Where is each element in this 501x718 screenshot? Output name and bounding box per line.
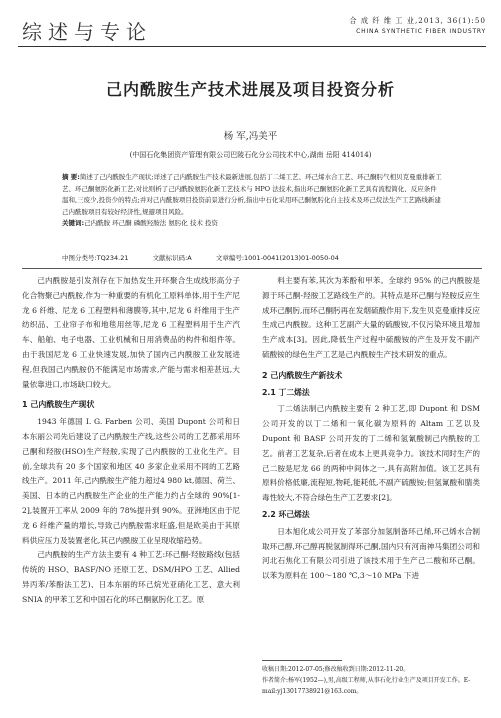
section-label: 综述与专论 (22, 20, 152, 44)
subsection-2-2-paragraph: 日本旭化成公司开发了苯部分加氢制备环己烯,环己烯水合制取环己醇,环己醇再脱氢制得环己酮,国内只有河南神马集团公司和河北石焦化工有限公司引进了该技术用于生产己二酸和环己酮。以苯为原料在 100～180 ℃,3～10 MPa 下进 (262, 526, 480, 581)
journal-header (18, 14, 486, 47)
abstract (62, 172, 442, 218)
right-column (262, 274, 480, 624)
section-1-paragraph-1: 1943 年德国 I. G. Farben 公司、美国 Dupont 公司和日本东丽公司先后建设了己内酰胺生产线,这些公司的工艺都采用环己酮和羟胺(HSO)生产羟胺,实现了己内酰胺的工业化生产。目前,全球共有 20 多个国家和地区 40 多家企业采用不同的工艺路线生产。2011 年,己内酰胺生产能力超过4 980 kt,德国、荷兰、美国、日本的己内酰胺生产企业的生产能力约占全球的 90%[1-2],装置开工率从 2009 年的 78%提升到 90%。亚洲地区由于尼龙 6 纤维产量的增长,导致己内酰胺需求旺盛,但是欧美由于其原料供应压力及装置老化,其己内酰胺工业呈现收缩趋势。 (22, 417, 240, 545)
abstract-label: 摘 要: (62, 173, 80, 181)
footnote-rule (262, 660, 342, 661)
subsection-2-1-paragraph: 丁二烯法制己内酰胺主要有 2 种工艺,即 Dupont 和 DSM 公司开发的以丁二烯和一氧化碳为原料的 Altam 工艺以及 Dupont 和 BASF 公司开发的丁二烯和氢氰酸制己内酰胺的工艺。前者工艺复杂,后者在成本上更具竞争力。该技术同时生产的己二胺是尼龙 66 的两种中间体之一,具有高附加值。该工艺具有原料价格低廉,流程短,物耗,能耗低,不副产硫酸铵;但氢氰酸和腈类毒性较大,不符合绿色生产工艺要求[2]。 (262, 404, 480, 503)
section-1-paragraph-2: 己内酰胺的生产方法主要有 4 种工艺:环己酮-羟胺路线(包括传统的 HSO、BASF/NO 还原工艺、DSM/HPO 工艺、Allied 异丙苯/苯酚法工艺)、日本东丽的环己烷光亚硝化工艺、意大利 SNIA 的甲苯工艺和中国石化的环己酮氨肟化工艺。原 (22, 550, 240, 604)
footnote (262, 664, 482, 697)
divider-rule (22, 268, 482, 269)
document-code: 文献标识码:A (152, 254, 192, 262)
received-date: 收稿日期:2012-07-05;修改稿收到日期:2012-11-20。 (262, 666, 410, 673)
article-title: 己内酰胺生产技术进展及项目投资分析 (105, 80, 395, 99)
authors: 杨 军,冯美平 (223, 131, 278, 142)
section-1-heading: 1 己内酰胺生产现状 (22, 400, 95, 410)
clc-number: 中图分类号:TQ234.21 (62, 254, 129, 262)
journal-citation: 合 成 纤 维 工 业,2013, 36(1):50 (349, 16, 486, 25)
classification-line (62, 253, 442, 262)
keywords-label: 关键词: (62, 219, 85, 227)
article-number: 文章编号:1001-0041(2013)01-0050-04 (215, 254, 339, 262)
abstract-text: 简述了己内酰胺生产现状;详述了己内酰胺生产技术最新进展,包括丁二烯工艺、环己烯水合工艺、环己酮肟气相贝克曼重排新工艺、环己酮氨肟化新工艺;对比则析了己内酰胺氨肟化新工艺技术与 HPO 法技术,指出环己酮氨肟化新工艺具有流程简化、反应条件温和,三废少,投资少的特点;并对己内酰胺项目投资前景进行分析,指出中石化采用环己酮氨肟化自主技术及环己烷法生产工艺路线新建己内酰胺项目有较好经济性,规避项目风险。 (62, 173, 442, 216)
journal-name-en: CHINA SYNTHETIC FIBER INDUSTRY (356, 28, 486, 35)
continued-paragraph: 料主要有苯,其次为苯酚和甲苯。全球约 95% 的己内酰胺是源于环己酮-羟胺工艺路线生产的。其特点是环己酮与羟胺反应生成环己酮肟,而环己酮肟再在发烟硫酸作用下,发生贝克曼重排反应生成己内酰胺。这种工艺副产大量的硫酸铵,不仅污染环境且增加生产成本[3]。因此,降低生产过程中硫酸铵的产生及开发不副产硫酸铵的绿色生产工艺是己内酰胺生产技术研发的重点。 (262, 276, 480, 359)
subsection-2-2-heading: 2.2 环己烯法 (262, 509, 310, 519)
intro-paragraph: 己内酰胺是引发剂存在下加热发生开环聚合生成线形高分子化合物聚己内酰胺,作为一种重要的有机化工原料单体,用于生产尼龙 6 纤维、尼龙 6 工程塑料和薄膜等,其中,尼龙 6 纤维用于生产纺织品、工业帘子布和地毯用丝等,尼龙 6 工程塑料用于生产汽车、船舶、电子电器、工业机械和日用消费品的构件和组件等。由于我国尼龙 6 工业快速发展,加快了国内己内酰胺工业发展进程,但我国己内酰胺仍不能满足市场需求,产能与需求相差甚远,大量依靠进口,市场缺口较大。 (22, 276, 240, 389)
section-2-heading: 2 己内酰胺生产新技术 (262, 370, 343, 380)
abstract-block (62, 172, 442, 230)
keywords (62, 218, 442, 230)
author-bio: 作者简介:杨军(1952—),男,高级工程师,从事石化行业生产及项目开发工作。E-mail:yj13017738921@163.com。 (262, 677, 471, 695)
affiliation: (中国石化集团资产管理有限公司巴陵石化分公司技术中心,湖南 岳阳 414014) (129, 151, 372, 159)
keywords-text: 己内酰胺 环己酮 磷酸羟胺法 氨肟化 技术 投资 (84, 219, 218, 227)
subsection-2-1-heading: 2.1 丁二烯法 (262, 387, 310, 397)
left-column (22, 274, 240, 710)
